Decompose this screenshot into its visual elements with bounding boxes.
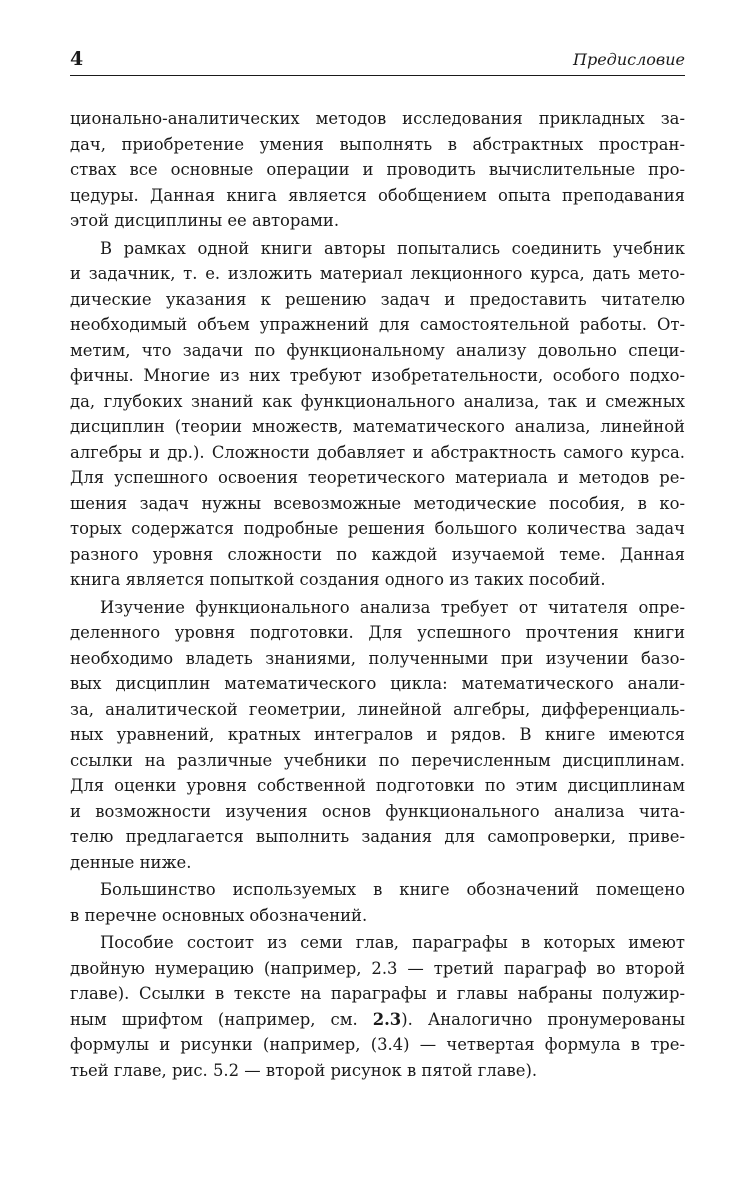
text-line: разного уровня сложности по каждой изучаемой теме. Данная — [70, 544, 685, 564]
text-line: в перечне основных обозначений. — [70, 905, 368, 925]
paragraph — [70, 595, 685, 876]
text-line: дисциплин (теории множеств, математического анализа, линейной — [70, 417, 685, 436]
text-line: Большинство используемых в книге обозначений помещено — [100, 880, 685, 899]
text-segment: ным шрифтом (например, см. — [70, 1009, 373, 1029]
paragraph — [70, 877, 685, 928]
running-head: Предисловие — [573, 50, 685, 69]
text-line: деленного уровня подготовки. Для успешного прочтения книги — [70, 623, 685, 642]
text-line: денные ниже. — [70, 852, 192, 872]
text-line: необходимо владеть знаниями, полученными при изучении базо- — [70, 648, 685, 668]
text-line: необходимый объем упражнений для самостоятельной работы. От- — [70, 315, 685, 334]
text-line: и возможности изучения основ функционального анализа чита- — [70, 801, 685, 821]
text-line: тьей главе, рис. 5.2 — второй рисунок в пятой главе). — [70, 1060, 538, 1080]
text-line: книга является попыткой создания одного из таких пособий. — [70, 570, 606, 589]
paragraph — [70, 236, 685, 593]
text-line: метим, что задачи по функциональному анализу довольно специ- — [70, 340, 685, 360]
page-number: 4 — [70, 48, 84, 70]
text-line: торых содержатся подробные решения большого количества задач — [70, 519, 685, 538]
text-line: Для успешного освоения теоретического материала и методов ре- — [70, 468, 685, 487]
text-line: ссылки на различные учебники по перечисленным дисциплинам. — [70, 750, 685, 770]
page-header — [70, 47, 685, 76]
text-line: Для оценки уровня собственной подготовки по этим дисциплинам — [70, 776, 685, 795]
text-line: ных уравнений, кратных интегралов и рядов. В книге имеются — [70, 725, 685, 744]
text-line: формулы и рисунки (например, (3.4) — четвертая формула в тре- — [70, 1035, 685, 1054]
text-line: Пособие состоит из семи глав, параграфы в которых имеют — [100, 933, 685, 952]
text-line: цедуры. Данная книга является обобщением опыта преподавания — [70, 185, 685, 205]
text-line: алгебры и др.). Сложности добавляет и абстрактность самого курса. — [70, 442, 685, 462]
paragraph — [70, 106, 685, 234]
body-text — [70, 106, 685, 1083]
text-line: и задачник, т. е. изложить материал лекционного курса, дать мето- — [70, 264, 685, 283]
text-line: этой дисциплины ее авторами. — [70, 211, 340, 230]
text-line: Изучение функционального анализа требует от читателя опре- — [100, 597, 685, 617]
text-line: ционально-аналитических методов исследования прикладных за- — [70, 109, 685, 128]
text-line: ствах все основные операции и проводить вычислительные про- — [70, 160, 685, 179]
text-line: дические указания к решению задач и предоставить читателю — [70, 289, 685, 309]
text-line: телю предлагается выполнить задания для самопроверки, приве- — [70, 827, 685, 846]
text-line: вых дисциплин математического цикла: математического анали- — [70, 674, 685, 693]
paragraph — [70, 930, 685, 1083]
bold-section-reference: 2.3 — [372, 1009, 402, 1029]
text-line: главе). Ссылки в тексте на параграфы и главы набраны полужир- — [70, 984, 685, 1003]
text-line-with-bold — [70, 1007, 685, 1033]
text-line: да, глубоких знаний как функционального анализа, так и смежных — [70, 391, 685, 411]
text-line: за, аналитической геометрии, линейной алгебры, дифференциаль- — [70, 699, 685, 719]
text-line: В рамках одной книги авторы попытались соединить учебник — [100, 238, 685, 258]
text-line: двойную нумерацию (например, 2.3 — третий параграф во второй — [70, 958, 685, 978]
text-line: дач, приобретение умения выполнять в абстрактных простран- — [70, 134, 685, 154]
text-line: фичны. Многие из них требуют изобретательности, особого подхо- — [70, 366, 685, 385]
text-segment: ). Аналогично пронумерованы — [401, 1009, 686, 1029]
text-line: шения задач нужны всевозможные методические пособия, в ко- — [70, 493, 685, 513]
